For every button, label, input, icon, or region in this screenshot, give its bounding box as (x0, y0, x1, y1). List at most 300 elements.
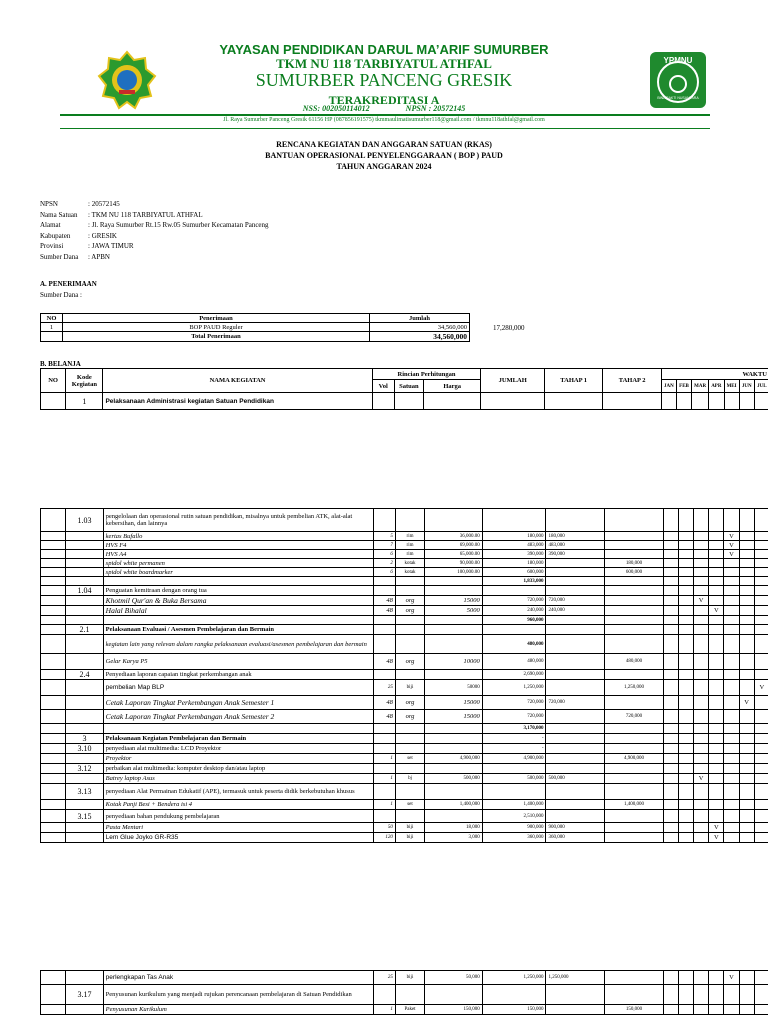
jumlah-cell: 1,250,000 (482, 680, 546, 696)
table-row (41, 744, 768, 754)
month-mark-cell (709, 670, 724, 680)
table-row (41, 670, 768, 680)
nama-cell: penyediaan bahan pendukung pembelajaran (103, 810, 373, 823)
table-row (41, 734, 768, 744)
vol-cell (373, 724, 395, 734)
empty-cell (676, 393, 691, 410)
month-mark-cell (709, 734, 724, 744)
tahap2-cell: 600,000 (605, 568, 664, 577)
side-value: 17,280,000 (493, 324, 525, 332)
jumlah-cell: 360,000 (482, 833, 546, 843)
nama-cell: perlengkapan Tas Anak (103, 971, 373, 985)
nama-cell: HVS F4 (103, 541, 373, 550)
table-row (41, 568, 768, 577)
empty-cell (709, 393, 724, 410)
tahap1-cell: 483,000 (546, 541, 605, 550)
month-mark-cell (663, 586, 678, 596)
month-mark-cell (694, 764, 709, 774)
month-mark-cell (724, 784, 739, 800)
info-value: : Jl. Raya Sumurber Rt.15 Rw.05 Sumurber Kecamatan Panceng (88, 221, 269, 230)
info-value: : APBN (88, 252, 110, 261)
month-mark-cell (663, 606, 678, 616)
month-mark-cell (663, 635, 678, 654)
table-row (41, 724, 768, 734)
nama-cell: penyediaan alat multimedia: LCD Proyektor (103, 744, 373, 754)
nama-cell: pembelian Map BLP (103, 680, 373, 696)
month-mark-cell (678, 734, 693, 744)
empty-cell (372, 393, 394, 410)
month-mark-cell (724, 606, 739, 616)
month-mark-cell (724, 696, 739, 710)
satuan-cell: rim (395, 532, 424, 541)
jumlah-cell: 960,000 (482, 616, 546, 625)
month-mark-cell (739, 754, 754, 764)
vol-cell: 1 (373, 754, 395, 764)
month-mark-cell (694, 568, 709, 577)
table-row (41, 541, 768, 550)
jumlah-cell: 600,000 (482, 568, 546, 577)
tahap2-cell (605, 577, 664, 586)
month-mark-cell (663, 509, 678, 532)
vol-cell (373, 635, 395, 654)
nama-cell: Penyediaan laporan capaian tingkat perkembangan anak (103, 670, 373, 680)
month-mark-cell (663, 734, 678, 744)
kode-cell (66, 971, 103, 985)
vol-cell: 7 (373, 541, 395, 550)
tahap2-cell (605, 810, 664, 823)
month-mark-cell (739, 985, 754, 1005)
no-cell (41, 559, 66, 568)
kode-cell (66, 550, 103, 559)
satuan-cell: org (395, 696, 424, 710)
month-mark-cell (754, 670, 768, 680)
tahap2-cell: 150,000 (605, 1005, 664, 1015)
vol-cell (373, 625, 395, 635)
empty-cell (423, 393, 480, 410)
nama-cell: pengelolaan dan operasional rutin satuan pendidikan, misalnya untuk pembelian ATK, alat-alat kebersihan, dan lainnya (103, 509, 373, 532)
satuan-cell (395, 670, 424, 680)
month-mark-cell (754, 568, 768, 577)
total-value: 34,560,000 (370, 332, 470, 342)
nama-cell: Cetak Laporan Tingkat Perkembangan Anak Semester 1 (103, 696, 373, 710)
month-mark-cell (709, 532, 724, 541)
tahap2-cell (605, 550, 664, 559)
harga-cell: 50000 (425, 680, 483, 696)
col-no: NO (41, 314, 63, 323)
nama-cell: Kotak Panji Besi + Bendera isi 4 (103, 800, 373, 810)
month-mark-cell (724, 586, 739, 596)
tahap2-cell (605, 734, 664, 744)
kode-cell: 3 (66, 734, 103, 744)
satuan-cell: bj (395, 774, 424, 784)
tahap1-cell (546, 577, 605, 586)
month-mark-cell (724, 559, 739, 568)
tahap2-cell (605, 985, 664, 1005)
row-no: 1 (41, 323, 63, 332)
vol-cell: 6 (373, 568, 395, 577)
vol-cell: 120 (373, 833, 395, 843)
month-mark-cell (724, 800, 739, 810)
month-mark-cell (663, 559, 678, 568)
month-mark-cell (754, 985, 768, 1005)
doc-title-2: BANTUAN OPERASIONAL PENYELENGGARAAN ( BOP ) PAUD (265, 151, 503, 160)
tahap1-cell (546, 680, 605, 696)
kode-cell: 3.10 (66, 744, 103, 754)
nama-cell: HVS A4 (103, 550, 373, 559)
month-mark-cell (709, 625, 724, 635)
h-tahap2: TAHAP 2 (603, 369, 661, 393)
vol-cell (373, 577, 395, 586)
table-row (41, 550, 768, 559)
month-mark-cell (754, 784, 768, 800)
no-cell (41, 774, 66, 784)
month-mark-cell (678, 625, 693, 635)
info-key: Sumber Dana (40, 252, 79, 261)
kode-cell (66, 680, 103, 696)
month-mark-cell: V (709, 823, 724, 833)
month-mark-cell (678, 744, 693, 754)
satuan-cell (395, 985, 424, 1005)
month-mark-cell (709, 800, 724, 810)
nama-cell: Pelaksanaan Evaluasi / Asesmen Pembelajaran dan Bermain (103, 625, 373, 635)
month-mark-cell (663, 784, 678, 800)
tahap2-cell (605, 744, 664, 754)
satuan-cell: biji (395, 823, 424, 833)
nama-cell: penyediaan Alat Permainan Edukatif (APE), termasuk untuk peserta didik berkebutuhan khusus (103, 784, 373, 800)
harga-cell (425, 635, 483, 654)
vol-cell (373, 985, 395, 1005)
month-mark-cell (754, 734, 768, 744)
month-mark-cell (678, 509, 693, 532)
table-row (41, 577, 768, 586)
table-row (41, 509, 768, 532)
tahap2-cell (605, 596, 664, 606)
month-mark-cell (663, 971, 678, 985)
month-mark-cell (678, 596, 693, 606)
satuan-cell (395, 764, 424, 774)
month-mark-cell (754, 550, 768, 559)
empty-cell (739, 393, 754, 410)
tahap1-cell: 240,000 (546, 606, 605, 616)
month-mark-cell (739, 509, 754, 532)
tahap1-cell (546, 509, 605, 532)
tahap2-cell (605, 833, 664, 843)
kode-cell: 3.15 (66, 810, 103, 823)
harga-cell (425, 625, 483, 635)
month-mark-cell (754, 971, 768, 985)
month-mark-cell (678, 1005, 693, 1015)
kode-cell (66, 833, 103, 843)
table-row (41, 971, 768, 985)
vol-cell (373, 670, 395, 680)
vol-cell: 25 (373, 971, 395, 985)
month-mark-cell (663, 810, 678, 823)
jumlah-cell (482, 625, 546, 635)
kode-cell (66, 823, 103, 833)
month-mark-cell (754, 606, 768, 616)
h-satuan: Satuan (394, 380, 423, 393)
month-mark-cell (724, 724, 739, 734)
month-mark-cell (694, 680, 709, 696)
kode-cell (66, 724, 103, 734)
satuan-cell: kotak (395, 568, 424, 577)
vol-cell: 1 (373, 800, 395, 810)
table-row (41, 616, 768, 625)
month-mark-cell (754, 764, 768, 774)
month-mark-cell (754, 625, 768, 635)
header-rule-2 (60, 128, 710, 129)
doc-title-3: TAHUN ANGGARAN 2024 (336, 162, 432, 171)
harga-cell (425, 744, 483, 754)
info-key: Alamat (40, 221, 61, 230)
table-row (41, 635, 768, 654)
month-mark-cell (709, 810, 724, 823)
month-mark-cell (678, 586, 693, 596)
month-mark-cell (709, 696, 724, 710)
npsn: NPSN : 20572145 (405, 104, 466, 113)
month-mark-cell (709, 971, 724, 985)
nama-cell: Khotmil Qur'an & Buka Bersama (103, 596, 373, 606)
jumlah-cell: 720,000 (482, 596, 546, 606)
month-mark-cell (724, 754, 739, 764)
month-mark-cell (663, 833, 678, 843)
month-mark-cell (694, 586, 709, 596)
no-cell (41, 810, 66, 823)
satuan-cell (395, 586, 424, 596)
month-mark-cell (694, 577, 709, 586)
tahap1-cell (546, 670, 605, 680)
harga-cell: 15000 (425, 710, 483, 724)
tahap2-cell (605, 586, 664, 596)
month-mark-cell (678, 810, 693, 823)
nss-npsn (0, 104, 768, 113)
no-cell (41, 680, 66, 696)
month-mark-cell (678, 754, 693, 764)
month-mark-cell (663, 577, 678, 586)
month-mark-cell (678, 670, 693, 680)
tahap2-cell (605, 784, 664, 800)
month-mark-cell: V (709, 833, 724, 843)
kode-cell (66, 532, 103, 541)
harga-cell (425, 577, 483, 586)
harga-cell: 15000 (425, 596, 483, 606)
vol-cell: 48 (373, 654, 395, 670)
month-mark-cell (709, 509, 724, 532)
harga-cell: 150,000 (425, 1005, 483, 1015)
h-tahap1: TAHAP 1 (544, 369, 602, 393)
info-sumber (40, 252, 269, 263)
no-cell (41, 696, 66, 710)
satuan-cell: biji (395, 833, 424, 843)
h-month: MAR (692, 380, 709, 393)
table-row (41, 985, 768, 1005)
harga-cell (425, 586, 483, 596)
tahap2-cell (605, 764, 664, 774)
month-mark-cell (709, 724, 724, 734)
tahap2-cell (605, 625, 664, 635)
table-row (41, 680, 768, 696)
month-mark-cell (694, 1005, 709, 1015)
tahap1-cell: 720,000 (546, 596, 605, 606)
month-mark-cell (739, 971, 754, 985)
month-mark-cell (678, 823, 693, 833)
empty-cell (603, 393, 661, 410)
harga-cell (425, 670, 483, 680)
month-mark-cell (739, 616, 754, 625)
month-mark-cell (724, 1005, 739, 1015)
kode-cell (66, 654, 103, 670)
jumlah-cell: 2,510,000 (482, 810, 546, 823)
jumlah-cell: 2,690,000 (482, 670, 546, 680)
no-cell (41, 710, 66, 724)
jumlah-cell: 390,000 (482, 550, 546, 559)
month-mark-cell (663, 985, 678, 1005)
month-mark-cell (678, 724, 693, 734)
table-row (41, 625, 768, 635)
belanja-heading: B. BELANJA (40, 360, 81, 368)
harga-cell (425, 810, 483, 823)
info-npsn (40, 199, 269, 210)
month-mark-cell (678, 616, 693, 625)
month-mark-cell (678, 635, 693, 654)
no-cell (41, 509, 66, 532)
month-mark-cell (709, 596, 724, 606)
kode-cell (66, 635, 103, 654)
satuan-cell (395, 577, 424, 586)
month-mark-cell (754, 559, 768, 568)
month-mark-cell (709, 710, 724, 724)
h-waktu: WAKTU (661, 369, 768, 380)
jumlah-cell: 180,000 (482, 559, 546, 568)
vol-cell: 1 (373, 774, 395, 784)
accreditation: TERAKREDITASI A (328, 93, 440, 107)
tahap2-cell (605, 606, 664, 616)
month-mark-cell (754, 774, 768, 784)
month-mark-cell (724, 710, 739, 724)
tahap2-cell: 1,400,000 (605, 800, 664, 810)
satuan-cell: kotak (395, 559, 424, 568)
month-mark-cell (694, 734, 709, 744)
kode-cell (66, 616, 103, 625)
nama-cell: spidol white boardmarker (103, 568, 373, 577)
month-mark-cell (663, 568, 678, 577)
vol-cell (373, 586, 395, 596)
harga-cell (425, 509, 483, 532)
table-row (41, 586, 768, 596)
month-mark-cell (724, 680, 739, 696)
month-mark-cell (724, 670, 739, 680)
kode-cell (66, 754, 103, 764)
info-nama (40, 210, 269, 221)
harga-cell (425, 985, 483, 1005)
month-mark-cell (724, 985, 739, 1005)
tahap1-cell: 1,250,000 (546, 971, 605, 985)
month-mark-cell (739, 833, 754, 843)
month-mark-cell (709, 680, 724, 696)
harga-cell: 500,000 (425, 774, 483, 784)
nama-cell: Halal Bihalal (103, 606, 373, 616)
no-cell (41, 670, 66, 680)
jumlah-cell: 900,000 (482, 823, 546, 833)
vol-cell (373, 509, 395, 532)
tahap2-cell (605, 616, 664, 625)
info-alamat (40, 220, 269, 231)
month-mark-cell (709, 559, 724, 568)
vol-cell: 48 (373, 596, 395, 606)
tahap1-cell (546, 744, 605, 754)
vol-cell (373, 784, 395, 800)
no-cell (41, 800, 66, 810)
month-mark-cell (663, 754, 678, 764)
month-mark-cell (663, 774, 678, 784)
month-mark-cell (754, 823, 768, 833)
month-mark-cell (754, 635, 768, 654)
nama-cell: kegiatan lain yang relevan dalam rangka pelaksanaan evaluasi/asesmen pembelajaran dan bermain (103, 635, 373, 654)
tahap1-cell (546, 985, 605, 1005)
nama-cell: spidol white permanen (103, 559, 373, 568)
tahap1-cell: 720,000 (546, 696, 605, 710)
foundation-name: YAYASAN PENDIDIKAN DARUL MA’ARIF SUMURBER (219, 42, 549, 57)
month-mark-cell (754, 596, 768, 606)
month-mark-cell (678, 774, 693, 784)
col-penerimaan: Penerimaan (63, 314, 370, 323)
jumlah-cell: 480,000 (482, 635, 546, 654)
month-mark-cell (663, 541, 678, 550)
month-mark-cell (754, 616, 768, 625)
month-mark-cell (754, 810, 768, 823)
info-key: Kabupaten (40, 231, 71, 240)
info-provinsi (40, 241, 269, 252)
vol-cell (373, 764, 395, 774)
harga-cell: 1,400,000 (425, 800, 483, 810)
kode-cell (66, 559, 103, 568)
harga-cell (425, 724, 483, 734)
month-mark-cell (754, 586, 768, 596)
kode-cell: 3.12 (66, 764, 103, 774)
tahap2-cell (605, 696, 664, 710)
harga-cell: 4,900,000 (425, 754, 483, 764)
no-cell (41, 586, 66, 596)
nama-cell: Lem Glue Joyko GR-R35 (103, 833, 373, 843)
month-mark-cell (694, 550, 709, 559)
satuan-cell: org (395, 710, 424, 724)
month-mark-cell (678, 606, 693, 616)
no-cell (41, 724, 66, 734)
month-mark-cell (739, 577, 754, 586)
vol-cell (373, 810, 395, 823)
month-mark-cell: V (694, 596, 709, 606)
kode-cell: 2.4 (66, 670, 103, 680)
h-month: APR (709, 380, 724, 393)
kode-cell (66, 596, 103, 606)
table-row (41, 800, 768, 810)
kode-cell (66, 577, 103, 586)
month-mark-cell (754, 833, 768, 843)
month-mark-cell (724, 577, 739, 586)
info-value: : TKM NU 118 TARBIYATUL ATHFAL (88, 210, 203, 219)
kode-cell (66, 774, 103, 784)
month-mark-cell (739, 532, 754, 541)
tahap1-cell (546, 559, 605, 568)
info-value: : GRESIK (88, 231, 117, 240)
month-mark-cell (678, 800, 693, 810)
vol-cell: 1 (373, 1005, 395, 1015)
no-cell (41, 616, 66, 625)
no-cell (41, 823, 66, 833)
month-mark-cell (694, 541, 709, 550)
jumlah-cell: 150,000 (482, 1005, 546, 1015)
jumlah-cell (482, 764, 546, 774)
